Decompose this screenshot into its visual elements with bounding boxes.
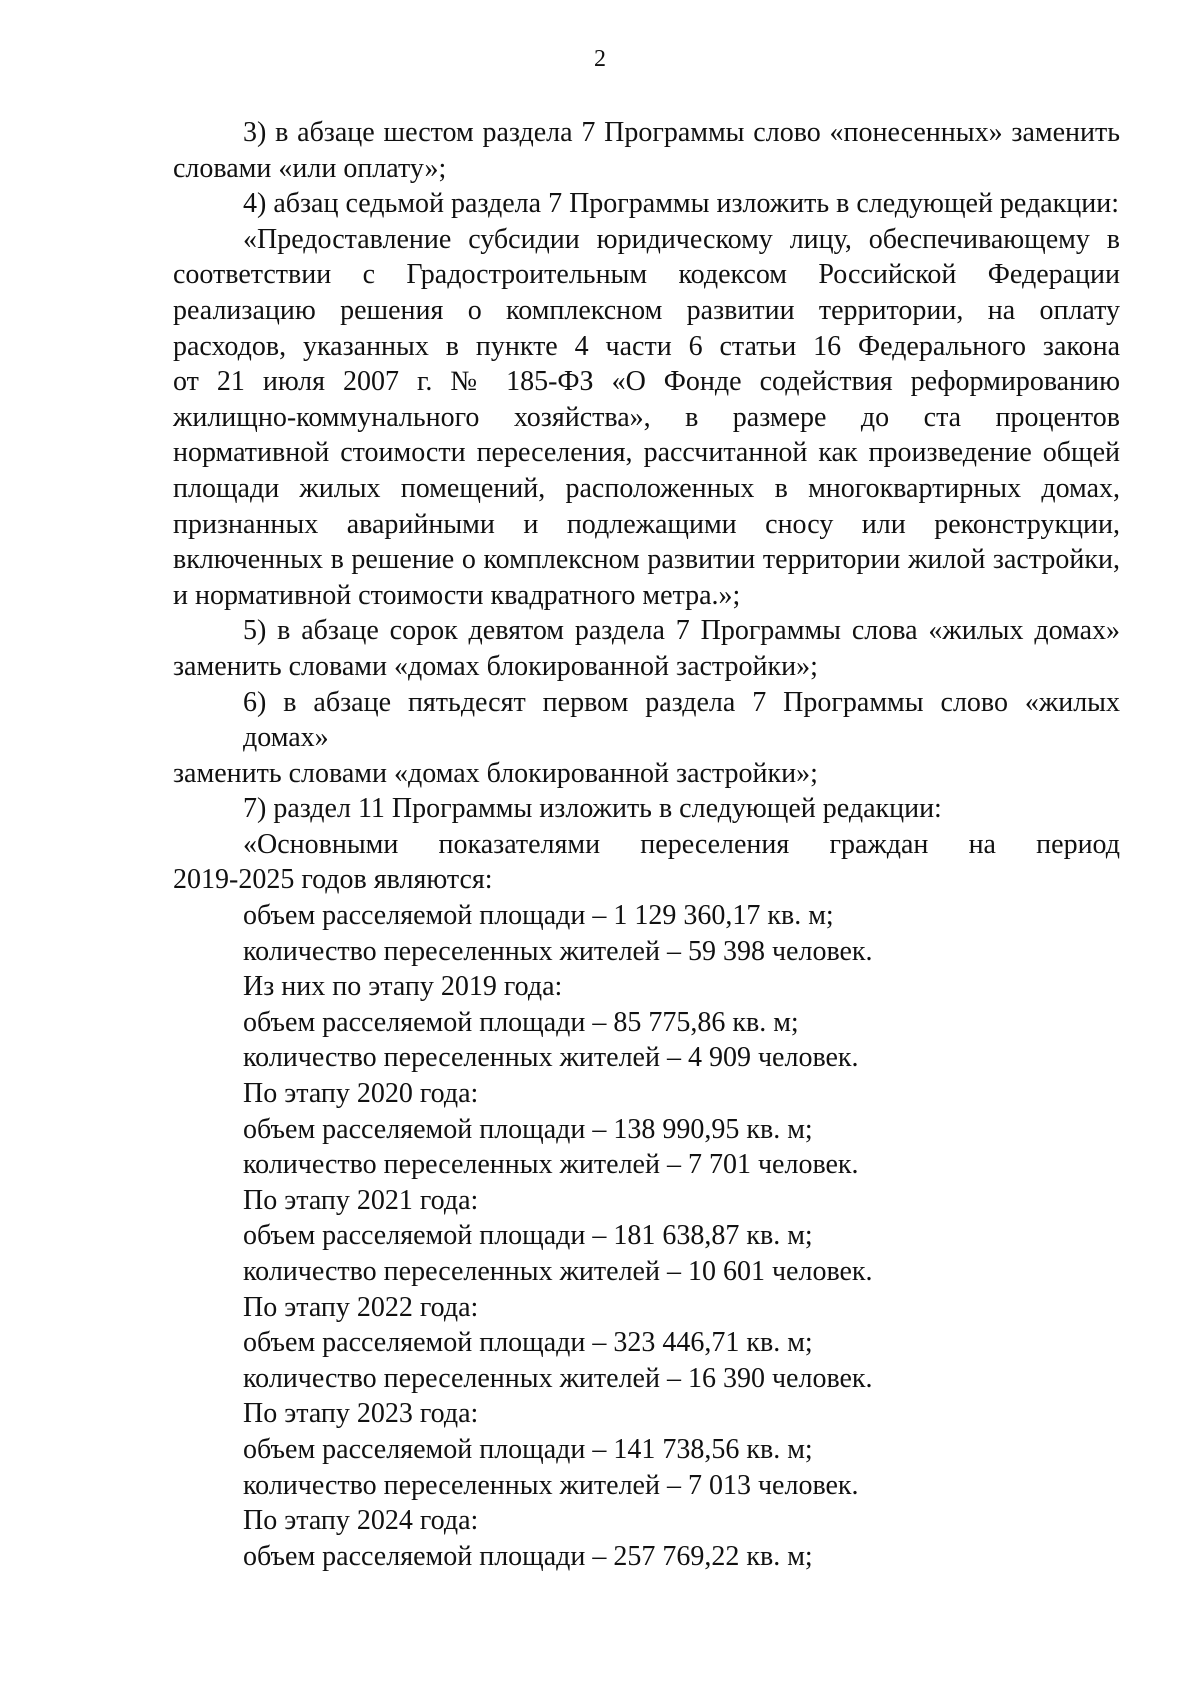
indicator-line: По этапу 2024 года: <box>243 1505 479 1537</box>
text-line: площади жилых помещений, расположенных в многоквартирных домах, <box>173 472 1120 504</box>
paragraph-item-4: 4) абзац седьмой раздела 7 Программы изложить в следующей редакции: <box>243 188 1119 220</box>
text-line: заменить словами «домах блокированной застройки»; <box>173 650 818 682</box>
paragraph-item-6 <box>173 685 1120 792</box>
indicator-line: количество переселенных жителей – 7 701 человек. <box>243 1149 859 1181</box>
text-line: жилищно-коммунального хозяйства», в размере до ста процентов <box>173 401 1120 433</box>
indicator-line: объем расселяемой площади – 323 446,71 кв. м; <box>243 1327 813 1359</box>
text-line: заменить словами «домах блокированной застройки»; <box>173 757 818 789</box>
text-line: 6) в абзаце пятьдесят первом раздела 7 Программы слово «жилых домах» <box>243 686 1120 754</box>
quoted-paragraph-indicators <box>173 827 1120 898</box>
text-line: от 21 июля 2007 г. № 185-ФЗ «О Фонде содействия реформированию <box>173 366 1120 398</box>
text-line: словами «или оплату»; <box>173 152 447 184</box>
indicators-list <box>173 898 1120 1574</box>
indicator-line: объем расселяемой площади – 85 775,86 кв. м; <box>243 1006 799 1038</box>
indicator-line: Из них по этапу 2019 года: <box>243 971 563 1003</box>
text-line: включенных в решение о комплексном развитии территории жилой застройки, <box>173 544 1120 576</box>
text-line: нормативной стоимости переселения, рассчитанной как произведение общей <box>173 437 1120 469</box>
text-line: и нормативной стоимости квадратного метра.»; <box>173 579 741 611</box>
paragraph-item-5 <box>173 613 1120 684</box>
indicator-line: По этапу 2023 года: <box>243 1398 479 1430</box>
indicator-line: По этапу 2021 года: <box>243 1184 479 1216</box>
text-line: реализацию решения о комплексном развитии территории, на оплату <box>173 294 1120 326</box>
text-line: 3) в абзаце шестом раздела 7 Программы слово «понесенных» заменить <box>243 117 1120 148</box>
indicator-line: объем расселяемой площади – 138 990,95 кв. м; <box>243 1113 813 1145</box>
text-line: соответствии с Градостроительным кодексом Российской Федерации <box>173 259 1120 291</box>
indicator-line: По этапу 2020 года: <box>243 1078 479 1110</box>
indicator-line: количество переселенных жителей – 16 390 человек. <box>243 1362 873 1394</box>
indicator-line: объем расселяемой площади – 141 738,56 кв. м; <box>243 1433 813 1465</box>
indicator-line: количество переселенных жителей – 10 601 человек. <box>243 1256 873 1287</box>
indicator-line: По этапу 2022 года: <box>243 1291 479 1323</box>
indicator-line: количество переселенных жителей – 4 909 человек. <box>243 1042 859 1074</box>
text-line: расходов, указанных в пункте 4 части 6 статьи 16 Федерального закона <box>173 330 1120 362</box>
text-line: «Основными показателями переселения граждан на период <box>243 828 1120 860</box>
indicator-line: количество переселенных жителей – 7 013 человек. <box>243 1469 859 1501</box>
paragraph-item-3 <box>173 115 1120 186</box>
page-number: 2 <box>594 46 606 72</box>
indicator-line: объем расселяемой площади – 257 769,22 кв. м; <box>243 1540 813 1572</box>
indicator-line: количество переселенных жителей – 59 398 человек. <box>243 935 873 967</box>
document-body <box>173 115 1120 1574</box>
quoted-paragraph-subsidy <box>173 222 1120 614</box>
text-line: 5) в абзаце сорок девятом раздела 7 Программы слова «жилых домах» <box>243 615 1120 647</box>
text-line: «Предоставление субсидии юридическому лицу, обеспечивающему в <box>243 223 1120 255</box>
paragraph-item-7: 7) раздел 11 Программы изложить в следующей редакции: <box>243 793 942 825</box>
indicator-line: объем расселяемой площади – 1 129 360,17 кв. м; <box>243 900 834 932</box>
text-line: 2019-2025 годов являются: <box>173 864 493 896</box>
indicator-line: объем расселяемой площади – 181 638,87 кв. м; <box>243 1220 813 1252</box>
text-line: признанных аварийными и подлежащими сносу или реконструкции, <box>173 508 1120 540</box>
